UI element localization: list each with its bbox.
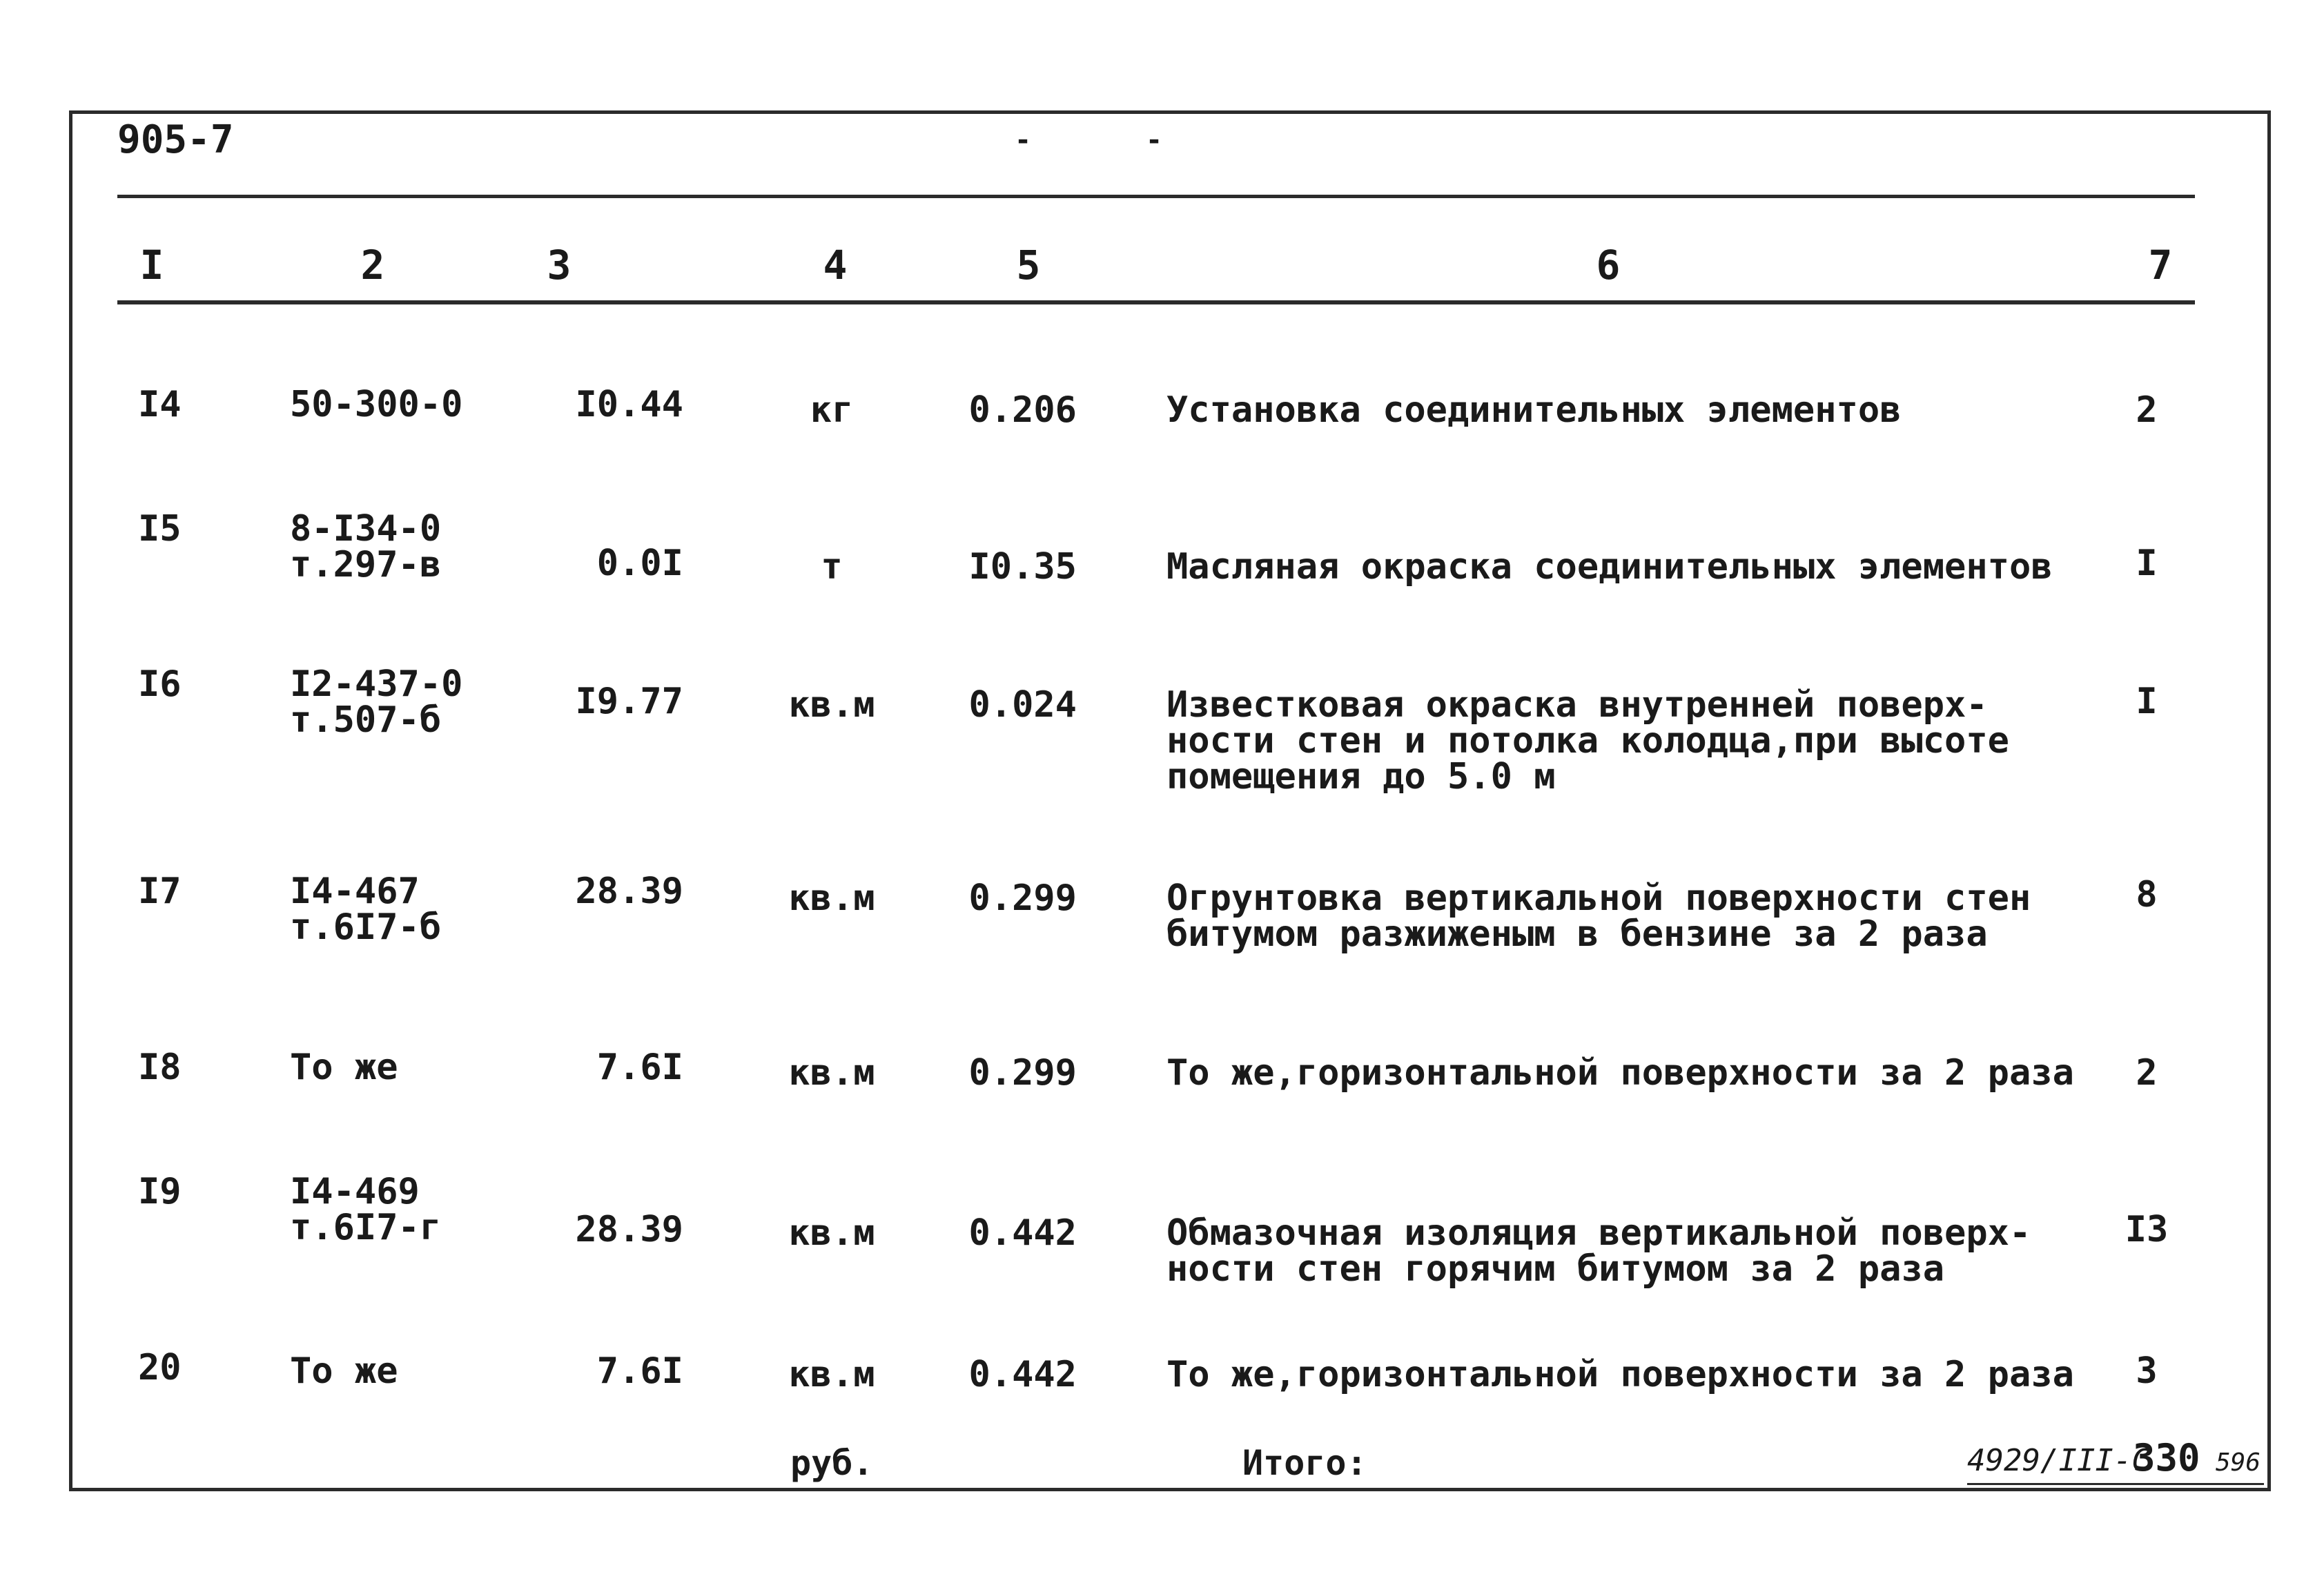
row-quantity: I9.77 bbox=[575, 681, 683, 722]
row-unit: кв.м bbox=[788, 1212, 875, 1254]
page-number-alt: 596 bbox=[2216, 1448, 2261, 1477]
row-number: I6 bbox=[138, 663, 182, 705]
column-header-5: 5 bbox=[1016, 242, 1041, 289]
row-number: I4 bbox=[138, 384, 182, 425]
row-total: I3 bbox=[2125, 1209, 2169, 1250]
row-rate: 0.299 bbox=[968, 1052, 1077, 1094]
footer-total-label: Итого: bbox=[1242, 1443, 1367, 1483]
row-number: 20 bbox=[138, 1347, 182, 1388]
document-code: 905-7 bbox=[117, 117, 234, 162]
row-quantity: 28.39 bbox=[575, 871, 683, 912]
row-rate: 0.442 bbox=[968, 1212, 1077, 1254]
row-number: I7 bbox=[138, 871, 182, 912]
row-quantity: 28.39 bbox=[575, 1209, 683, 1250]
row-rate: 0.299 bbox=[968, 878, 1077, 919]
row-quantity: I0.44 bbox=[575, 384, 683, 425]
stamp-underline bbox=[1967, 1483, 2264, 1485]
row-total: 2 bbox=[2136, 389, 2158, 431]
row-description: То же,горизонтальной поверхности за 2 раза bbox=[1166, 1052, 2074, 1094]
row-quantity: 7.6I bbox=[596, 1047, 683, 1088]
column-header-7: 7 bbox=[2148, 242, 2173, 289]
row-code: 50-300-0 bbox=[290, 384, 463, 425]
row-unit: кв.м bbox=[788, 1354, 875, 1395]
header-top-rule bbox=[117, 195, 2195, 198]
row-quantity: 0.0I bbox=[596, 543, 683, 584]
row-unit: кв.м bbox=[788, 1052, 875, 1094]
row-quantity: 7.6I bbox=[596, 1350, 683, 1392]
column-header-2: 2 bbox=[360, 242, 385, 289]
row-code: 8-I34-0 т.297-в bbox=[290, 508, 442, 585]
row-rate: 0.206 bbox=[968, 389, 1077, 431]
row-rate: 0.442 bbox=[968, 1354, 1077, 1395]
row-description: Известковая окраска внутренней поверх- ности стен и потолка колодца,при высоте помещения до 5.0 м bbox=[1166, 684, 2009, 797]
page-number: 330 bbox=[2133, 1436, 2200, 1480]
row-code: I2-437-0 т.507-б bbox=[290, 663, 463, 741]
row-number: I9 bbox=[138, 1171, 182, 1212]
row-description: Огрунтовка вертикальной поверхности стен битумом разжиженым в бензине за 2 раза bbox=[1166, 878, 2031, 955]
row-unit: кг bbox=[810, 389, 854, 431]
column-header-6: 6 bbox=[1596, 242, 1621, 289]
row-total: 3 bbox=[2136, 1350, 2158, 1392]
footer-unit: руб. bbox=[790, 1443, 874, 1483]
row-total: I bbox=[2136, 681, 2158, 722]
row-code: То же bbox=[290, 1350, 398, 1392]
row-total: I bbox=[2136, 543, 2158, 584]
row-unit: кв.м bbox=[788, 684, 875, 726]
row-description: Установка соединительных элементов bbox=[1166, 389, 1902, 431]
archive-stamp: 4929/III-С bbox=[1967, 1443, 2150, 1478]
row-code: I4-467 т.6I7-б bbox=[290, 871, 442, 948]
row-code: I4-469 т.6I7-г bbox=[290, 1171, 442, 1248]
row-description: Обмазочная изоляция вертикальной поверх- ности стен горячим битумом за 2 раза bbox=[1166, 1212, 2031, 1290]
dash-mark: - bbox=[1015, 124, 1032, 156]
row-description: То же,горизонтальной поверхности за 2 раза bbox=[1166, 1354, 2074, 1395]
dash-mark: - bbox=[1146, 124, 1163, 156]
column-header-1: I bbox=[139, 242, 164, 289]
row-number: I5 bbox=[138, 508, 182, 550]
row-unit: кв.м bbox=[788, 878, 875, 919]
row-rate: I0.35 bbox=[968, 546, 1077, 588]
row-rate: 0.024 bbox=[968, 684, 1077, 726]
row-total: 2 bbox=[2136, 1052, 2158, 1094]
row-total: 8 bbox=[2136, 874, 2158, 915]
row-number: I8 bbox=[138, 1047, 182, 1088]
row-unit: т bbox=[821, 546, 843, 588]
header-bottom-rule bbox=[117, 300, 2195, 304]
column-header-4: 4 bbox=[823, 242, 848, 289]
column-header-3: 3 bbox=[547, 242, 572, 289]
row-description: Масляная окраска соединительных элементов bbox=[1166, 546, 2053, 588]
row-code: То же bbox=[290, 1047, 398, 1088]
